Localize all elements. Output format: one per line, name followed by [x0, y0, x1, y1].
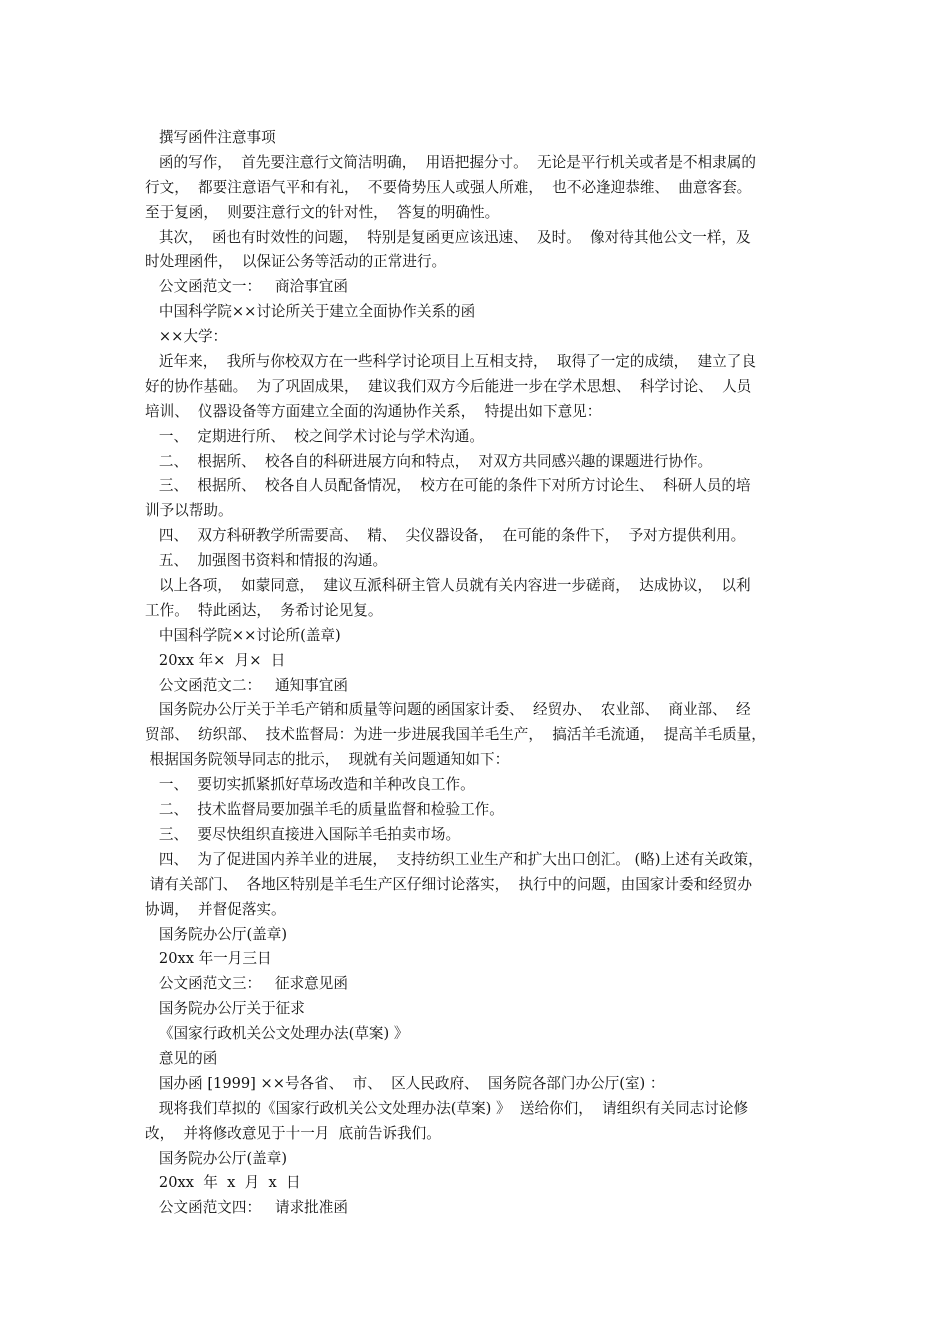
list-item-line: 二、 技术监督局要加强羊毛的质量监督和检验工作。 [145, 801, 504, 819]
list-item-line: 三、 根据所、 校各自人员配备情况， 校方在可能的条件下对所方讨论生、 科研人员的培 [145, 477, 751, 495]
paragraph-line: 至于复函， 则要注意行文的针对性， 答复的明确性。 [145, 203, 500, 221]
section-title-line: 公文函范文四： 请求批准函 [145, 1199, 348, 1217]
letter-title-line: 《国家行政机关公文处理办法(草案) 》 [145, 1025, 409, 1043]
paragraph-line: 现将我们草拟的《国家行政机关公文处理办法(草案) 》 送给你们， 请组织有关同志讨论修 [145, 1099, 749, 1117]
paragraph-line: 以上各项， 如蒙同意， 建议互派科研主管人员就有关内容进一步磋商， 达成协议， 以利 [145, 577, 751, 595]
paragraph-line: 协调， 并督促落实。 [145, 900, 286, 918]
paragraph-line: 其次， 函也有时效性的问题， 特别是复函更应该迅速、 及时。 像对待其他公文一样，及 [145, 228, 751, 246]
paragraph-line: 好的协作基础。 为了巩固成果， 建议我们双方今后能进一步在学术思想、 科学讨论、 人员 [145, 377, 752, 395]
section-title-line: 公文函范文一： 商洽事宜函 [145, 278, 348, 296]
list-item-line: 一、 要切实抓紧抓好草场改造和羊种改良工作。 [145, 776, 475, 794]
paragraph-line: 改， 并将修改意见于十一月 底前告诉我们。 [145, 1124, 441, 1142]
letter-title-line: 意见的函 [145, 1049, 218, 1067]
section-title-line: 公文函范文二： 通知事宜函 [145, 676, 348, 694]
paragraph-line: 国办函 [1999] ××号各省、 市、 区人民政府、 国务院各部门办公厅(室) ： [145, 1074, 665, 1092]
signature-line: 国务院办公厅(盖章) [145, 925, 288, 943]
paragraph-line: 贸部、 纺织部、 技术监督局：为进一步进展我国羊毛生产， 搞活羊毛流通， 提高羊毛质量， [145, 726, 766, 744]
paragraph-line: 根据国务院领导同志的批示， 现就有关问题通知如下： [145, 751, 510, 769]
list-item-line: 四、 为了促进国内养羊业的进展， 支持纺织工业生产和扩大出口创汇。 (略)上述有关政策， [145, 850, 763, 868]
list-item-line: 一、 定期进行所、 校之间学术讨论与学术沟通。 [145, 427, 484, 445]
signature-line: 国务院办公厅(盖章) [145, 1149, 288, 1167]
paragraph-line: 国务院办公厅关于羊毛产销和质量等问题的函国家计委、 经贸办、 农业部、 商业部、 经 [145, 701, 751, 719]
list-item-line: 二、 根据所、 校各自的科研进展方向和特点， 对双方共同感兴趣的课题进行协作。 [145, 452, 713, 470]
paragraph-line: 近年来， 我所与你校双方在一些科学讨论项目上互相支持， 取得了一定的成绩， 建立了良 [145, 353, 756, 371]
letter-title-line: 中国科学院××讨论所关于建立全面协作关系的函 [145, 303, 476, 321]
document-body [145, 126, 810, 1221]
list-item-line: 四、 双方科研教学所需要高、 精、 尖仪器设备， 在可能的条件下， 予对方提供利用。 [145, 527, 746, 545]
heading-line: 撰写函件注意事项 [145, 129, 276, 146]
date-line: 20xx 年 x 月 x 日 [145, 1174, 301, 1192]
date-line: 20xx 年一月三日 [145, 950, 272, 968]
list-item-line: 训予以帮助。 [145, 502, 233, 520]
paragraph-line: 时处理函件， 以保证公务等活动的正常进行。 [145, 253, 447, 271]
list-item-line: 五、 加强图书资料和情报的沟通。 [145, 552, 388, 570]
date-line: 20xx 年× 月× 日 [145, 651, 286, 669]
paragraph-line: 工作。 特此函达， 务希讨论见复。 [145, 601, 383, 619]
section-title-line: 公文函范文三： 征求意见函 [145, 975, 348, 993]
salutation-line: ××大学： [145, 328, 228, 346]
list-item-line: 三、 要尽快组织直接进入国际羊毛拍卖市场。 [145, 825, 461, 843]
paragraph-line: 行文， 都要注意语气平和有礼， 不要倚势压人或强人所难， 也不必逢迎恭维、 曲意客套。 [145, 178, 752, 196]
paragraph-line: 请有关部门、 各地区特别是羊毛生产区仔细讨论落实， 执行中的问题，由国家计委和经贸办 [145, 875, 752, 893]
signature-line: 中国科学院××讨论所(盖章) [145, 626, 341, 644]
paragraph-line: 培训、 仪器设备等方面建立全面的沟通协作关系， 特提出如下意见： [145, 402, 602, 420]
paragraph-line: 函的写作， 首先要注意行文简洁明确， 用语把握分寸。 无论是平行机关或者是不相隶属的 [145, 153, 756, 171]
letter-title-line: 国务院办公厅关于征求 [145, 1000, 305, 1018]
